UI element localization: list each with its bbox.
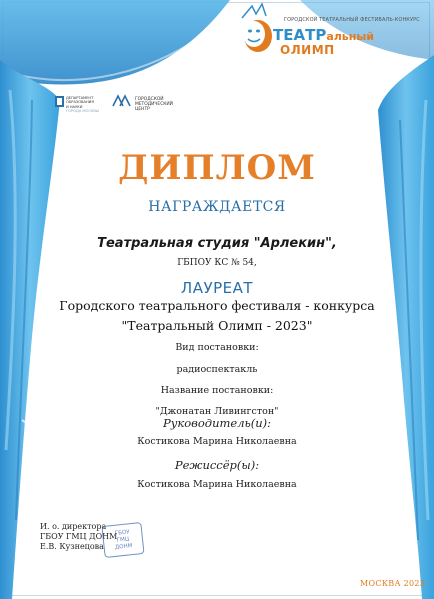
theatre-masks-icon: [242, 4, 272, 52]
festival-name-small: альный: [326, 30, 375, 43]
department-line: И НАУКИ: [66, 104, 83, 109]
recipient-name: Театральная студия "Арлекин",: [97, 236, 337, 251]
diploma-title: ДИПЛОМ: [118, 148, 316, 188]
stamp-line: ГБОУ: [114, 528, 130, 537]
production-type-label: Вид постановки:: [175, 342, 259, 353]
leaders-label: Руководитель(и):: [162, 416, 272, 430]
production-name-value: "Джонатан Ливингстон": [155, 406, 279, 417]
signer-name: Е.В. Кузнецова: [40, 542, 104, 551]
signer-organization: ГБОУ ГМЦ ДОНМ: [40, 532, 118, 541]
department-emblem-icon: [55, 96, 64, 107]
festival-logo-name: [273, 26, 374, 44]
methodical-center-logo-icon: [113, 96, 130, 106]
festival-logo-line2: ОЛИМП: [280, 43, 335, 57]
production-name-label: Название постановки:: [160, 385, 274, 396]
curtain-valance: [0, 0, 230, 84]
awarded-heading: НАГРАЖДАЕТСЯ: [148, 199, 286, 215]
center-line: ЦЕНТР: [135, 107, 150, 112]
festival-name-big: ТЕАТР: [273, 26, 327, 44]
directors-value: Костикова Марина Николаевна: [137, 479, 297, 490]
festival-subtitle: ГОРОДСКОЙ ТЕАТРАЛЬНЫЙ ФЕСТИВАЛЬ-КОНКУРС: [284, 17, 420, 23]
stamp-line: ДОНМ: [114, 542, 133, 551]
official-stamp: [101, 522, 144, 558]
stamp-line: ГМЦ: [116, 535, 130, 544]
department-logo-text: [66, 96, 108, 113]
award-status: ЛАУРЕАТ: [180, 279, 254, 297]
festival-line-1: Городского театрального фестиваля - конкурса: [59, 298, 375, 313]
leaders-value: Костикова Марина Николаевна: [137, 436, 297, 447]
department-line: ДЕПАРТАМЕНТ: [66, 96, 94, 100]
methodical-center-logo-text: [135, 97, 185, 112]
production-type-value: радиоспектакль: [176, 364, 258, 375]
directors-label: Режиссёр(ы):: [174, 458, 260, 472]
signer-position: И. о. директора: [40, 522, 107, 531]
center-line: МЕТОДИЧЕСКИЙ: [135, 102, 173, 107]
city-year: МОСКВА 2023: [360, 579, 426, 588]
department-line: ГОРОДА МОСКВЫ: [66, 108, 100, 113]
festival-line-2: "Театральный Олимп - 2023": [121, 318, 313, 333]
department-line: ОБРАЗОВАНИЯ: [66, 100, 94, 105]
center-line: ГОРОДСКОЙ: [135, 97, 164, 102]
recipient-organization: ГБПОУ КС № 54,: [177, 258, 257, 268]
